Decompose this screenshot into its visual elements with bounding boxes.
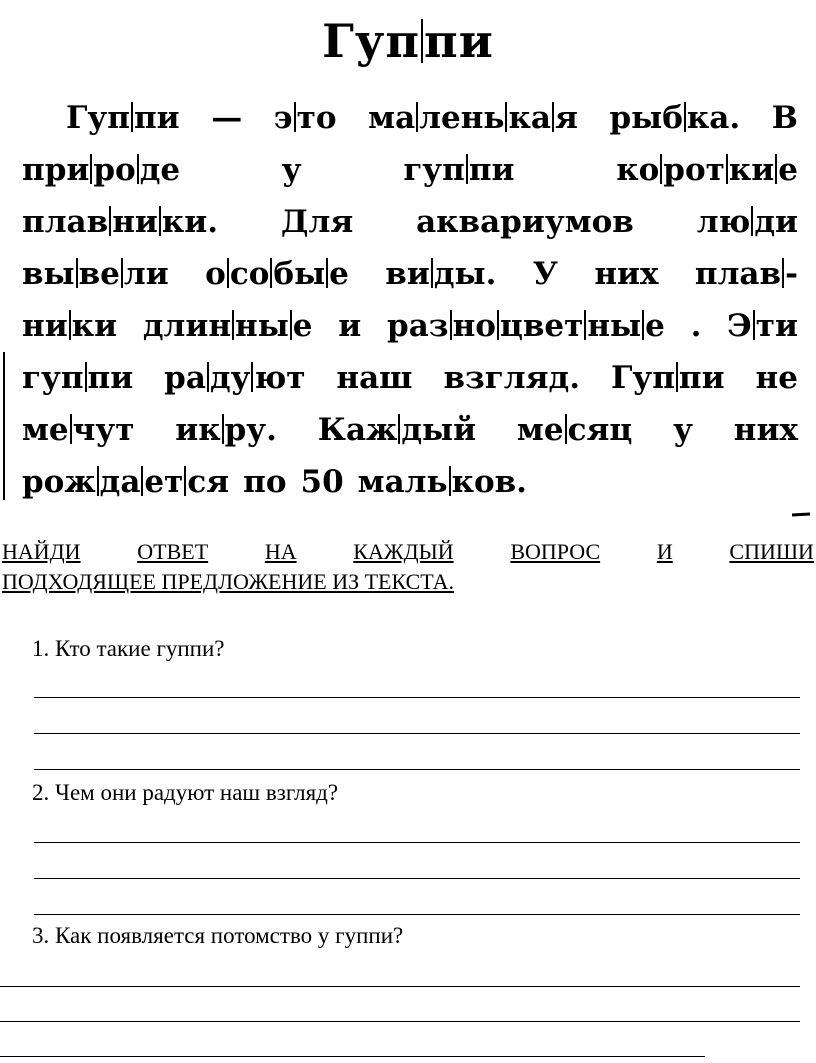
title-syllable-2: пи — [424, 14, 494, 68]
story-word: рыб ка. — [609, 100, 741, 136]
syllable-divider — [270, 258, 272, 287]
margin-bar — [3, 352, 5, 500]
story-line — [22, 456, 798, 508]
instruction-word: ОТВЕТ — [137, 539, 209, 564]
syllable-divider — [421, 19, 423, 63]
syllable-divider — [751, 206, 753, 235]
syllable-divider — [97, 466, 99, 495]
story-word: не — [755, 360, 798, 396]
story-line — [22, 300, 798, 352]
story-word: ви ды. — [385, 256, 497, 292]
story-word: при ро де — [22, 152, 181, 188]
syllable-divider — [431, 258, 433, 287]
syllable-divider — [775, 154, 777, 183]
story-word: У — [532, 256, 558, 292]
syllable-divider — [290, 310, 292, 339]
story-word: лю ди — [696, 204, 798, 240]
syllable-divider — [466, 154, 468, 183]
story-word: вы ве ли — [22, 256, 169, 292]
instruction-word: НА — [264, 539, 297, 564]
story-word: 50 — [300, 464, 344, 500]
story-word: о со бы е — [205, 256, 349, 292]
story-word: у — [673, 412, 693, 448]
corner-dash — [792, 513, 810, 517]
syllable-divider — [497, 310, 499, 339]
story-word: них — [594, 256, 659, 292]
story-word: ма лень ка я — [368, 100, 578, 136]
story-word: по — [243, 464, 287, 500]
syllable-divider — [449, 466, 451, 495]
instruction-word: СПИШИ — [729, 539, 814, 564]
story-line — [22, 196, 798, 248]
story-word: Гуп пи — [610, 360, 725, 396]
story-word: них — [733, 412, 798, 448]
syllable-divider — [398, 414, 400, 443]
syllable-divider — [753, 310, 755, 339]
syllable-divider — [642, 310, 644, 339]
syllable-divider — [565, 414, 567, 443]
story-word: В — [771, 100, 798, 136]
story-word: аквариумов — [416, 204, 634, 240]
syllable-divider — [684, 102, 686, 131]
instruction-word: ВОПРОС — [510, 539, 601, 564]
syllable-divider — [251, 362, 253, 391]
answer-line[interactable] — [34, 914, 800, 915]
syllable-divider — [137, 154, 139, 183]
syllable-divider — [69, 310, 71, 339]
instruction-word: НАЙДИ — [2, 539, 81, 564]
answer-line[interactable] — [34, 769, 800, 770]
story-word: наш — [336, 360, 413, 396]
story-word: длин ны е — [142, 308, 313, 344]
answer-line[interactable] — [0, 1021, 800, 1022]
story-line — [22, 92, 798, 144]
syllable-divider — [85, 362, 87, 391]
instruction-line-2: ПОДХОДЯЩЕЕ ПРЕДЛОЖЕНИЕ ИЗ ТЕКСТА. — [2, 569, 455, 594]
story-word: плав ни ки. — [22, 204, 219, 240]
story-word: Гуп пи — [66, 100, 180, 136]
instruction-line-1 — [2, 537, 814, 567]
answer-line[interactable] — [34, 878, 800, 879]
syllable-divider — [552, 102, 554, 131]
instruction-word: КАЖДЫЙ — [353, 539, 454, 564]
syllable-divider — [207, 362, 209, 391]
answer-line[interactable] — [0, 1056, 705, 1057]
syllable-divider — [450, 310, 452, 339]
question-3: 3. Как появляется потомство у гуппи? — [32, 923, 404, 948]
story-line — [22, 404, 798, 456]
story-word: маль ков. — [357, 464, 527, 500]
title-syllable-1: Гуп — [322, 14, 421, 68]
question-1: 1. Кто такие гуппи? — [32, 636, 225, 661]
story-word: — — [211, 100, 243, 136]
story-line — [22, 352, 798, 404]
answer-line[interactable] — [34, 733, 800, 734]
story-word: ра ду ют — [164, 360, 306, 396]
story-line — [22, 144, 798, 196]
syllable-divider — [726, 154, 728, 183]
story-word: плав - — [694, 256, 798, 292]
story-word: ко рот ки е — [616, 152, 798, 188]
story-word: Для — [280, 204, 354, 240]
syllable-divider — [222, 414, 224, 443]
story-word: ме сяц — [516, 412, 633, 448]
syllable-divider — [326, 258, 328, 287]
story-word: ни ки — [22, 308, 118, 344]
answer-line[interactable] — [0, 986, 800, 987]
story-word: у — [281, 152, 302, 188]
story-word: Э ти — [727, 308, 798, 344]
syllable-divider — [184, 466, 186, 495]
story-word: взгляд. — [443, 360, 580, 396]
syllable-divider — [660, 154, 662, 183]
story-word: . — [690, 308, 702, 344]
story-word: Каж дый — [317, 412, 477, 448]
story-word: гуп пи — [403, 152, 515, 188]
answer-line[interactable] — [34, 697, 800, 698]
instruction — [2, 537, 814, 597]
syllable-divider — [505, 102, 507, 131]
story-line — [22, 248, 798, 300]
story-word: рож да ет ся — [22, 464, 230, 500]
story-word: раз но цвет ны е — [387, 308, 665, 344]
syllable-divider — [294, 102, 296, 131]
story-word: э то — [273, 100, 337, 136]
syllable-divider — [159, 206, 161, 235]
question-2: 2. Чем они радуют наш взгляд? — [32, 780, 339, 805]
syllable-divider — [676, 362, 678, 391]
story-word: ме чут — [22, 412, 135, 448]
syllable-divider — [782, 258, 784, 287]
story-word: и — [338, 308, 362, 344]
syllable-divider — [90, 154, 92, 183]
syllable-divider — [584, 310, 586, 339]
story-word: гуп пи — [22, 360, 134, 396]
instruction-word: И — [656, 539, 673, 564]
syllable-divider — [76, 258, 78, 287]
syllable-divider — [141, 466, 143, 495]
syllable-divider — [109, 206, 111, 235]
syllable-divider — [121, 258, 123, 287]
story-word: ик ру. — [175, 412, 277, 448]
answer-line[interactable] — [34, 842, 800, 843]
syllable-divider — [70, 414, 72, 443]
syllable-divider — [232, 310, 234, 339]
syllable-divider — [416, 102, 418, 131]
syllable-divider — [227, 258, 229, 287]
page-title — [0, 14, 816, 68]
syllable-divider — [131, 102, 133, 131]
